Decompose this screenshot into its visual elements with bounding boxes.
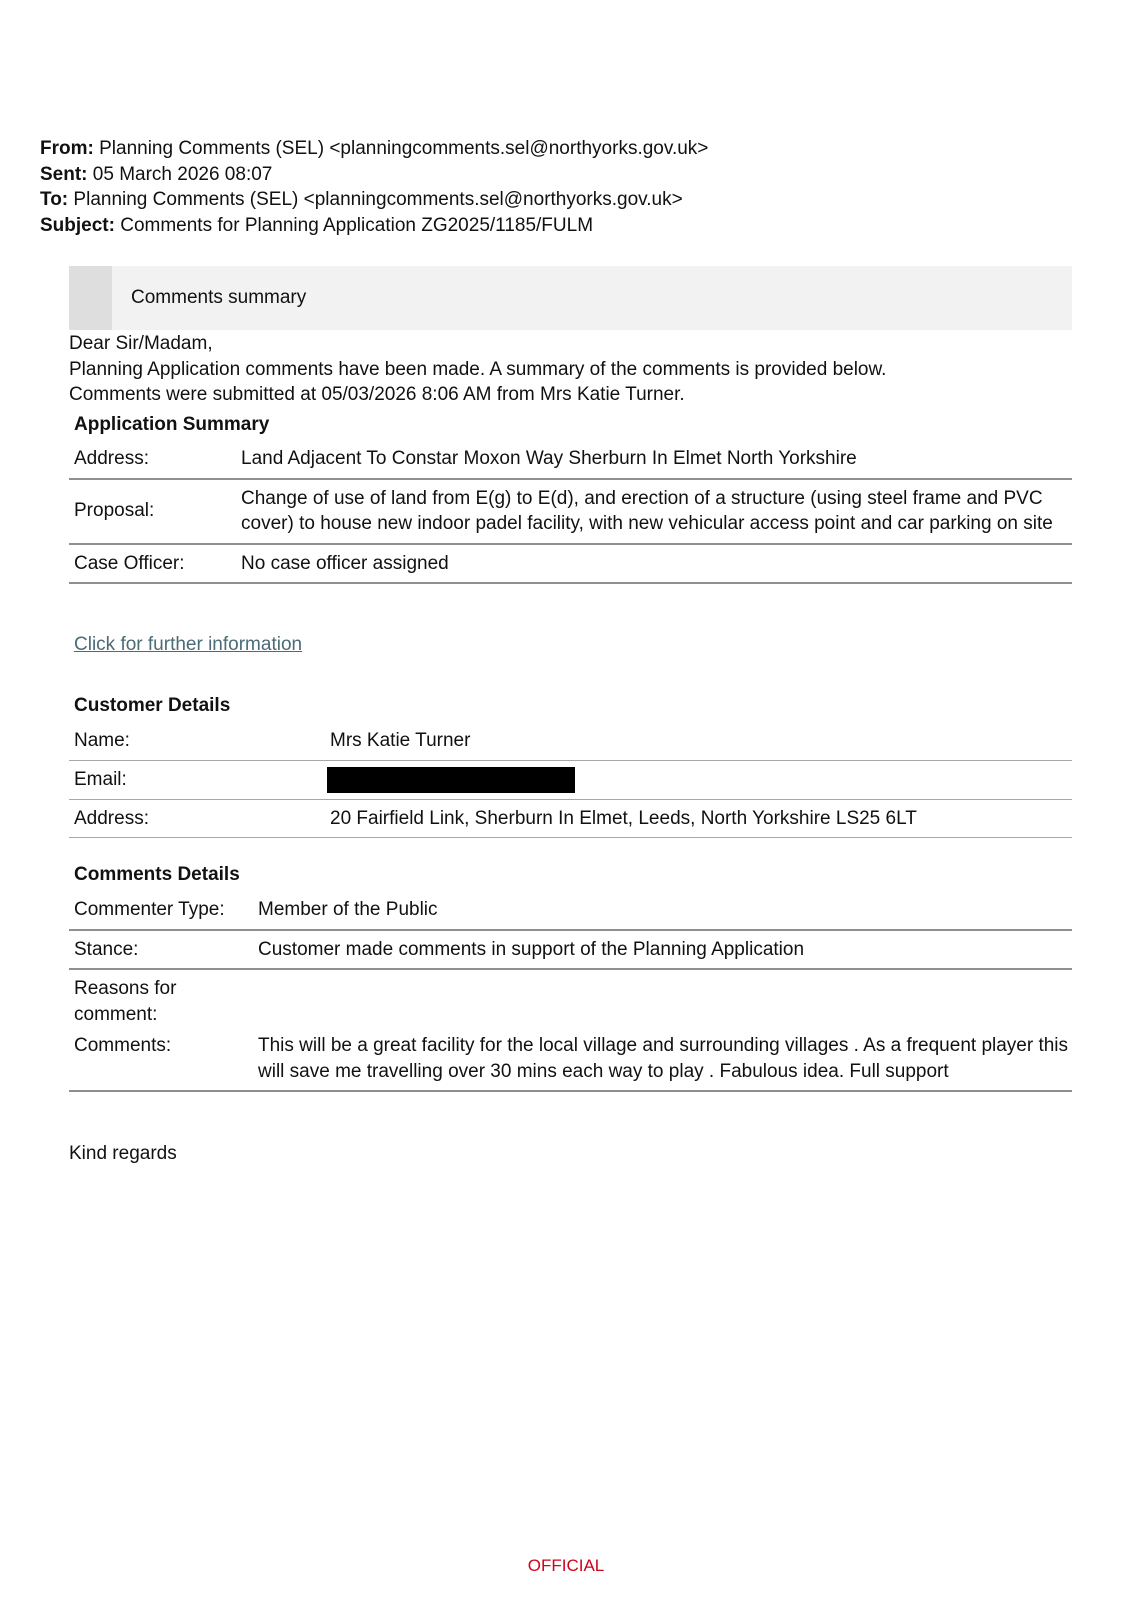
from-label: From: [40,138,94,159]
banner-accent-bar [69,266,112,330]
sent-row [40,162,708,188]
row-value: Customer made comments in support of the Planning Application [258,938,805,960]
customer-details-table [69,722,1072,838]
table-row [69,970,1072,1033]
intro-line-1: Planning Application comments have been made. A summary of the comments is provided below. [69,358,887,380]
comments-summary-banner [69,266,1072,330]
row-label: Case Officer: [74,552,185,574]
table-row [69,891,1072,931]
row-label: Address: [74,807,149,829]
table-row [69,761,1072,800]
row-value: This will be a great facility for the local village and surrounding villages . As a frequent player this will save me travelling over 30 mins each way to play . Fabulous idea. Full support [258,1035,1069,1082]
subject-value: Comments for Planning Application ZG2025/1185/FULM [120,214,594,236]
subject-label: Subject: [40,214,115,236]
row-value [330,761,1072,799]
row-label: Stance: [74,938,139,960]
table-row [69,440,1072,480]
banner-title: Comments summary [131,287,307,308]
row-value [258,970,1072,1033]
row-value: Mrs Katie Turner [330,730,471,751]
intro-line-2: Comments were submitted at 05/03/2026 8:06 AM from Mrs Katie Turner. [69,384,685,405]
from-row [40,136,708,162]
sent-value: 05 March 2026 08:07 [92,163,273,185]
row-label: Address: [74,448,149,469]
application-summary-title: Application Summary [74,414,270,435]
row-value: No case officer assigned [241,552,449,574]
table-row [69,722,1072,761]
sent-label: Sent: [40,163,88,185]
table-row [69,545,1072,585]
row-value: Member of the Public [258,899,438,920]
customer-details-title: Customer Details [74,695,231,716]
table-row [69,480,1072,545]
to-label: To: [40,189,69,210]
closing-text: Kind regards [69,1143,177,1164]
row-label: Comments: [74,1035,172,1056]
classification-footer: OFFICIAL [527,1556,605,1575]
row-label: Reasons for comment: [74,978,177,1025]
application-summary-table [69,440,1072,584]
comments-details-title: Comments Details [74,864,240,885]
row-label: Name: [74,730,130,751]
row-value: Land Adjacent To Constar Moxon Way Sherburn In Elmet North Yorkshire [241,448,857,469]
subject-row [40,213,708,239]
to-value: Planning Comments (SEL) <planningcomments.sel@northyorks.gov.uk> [73,189,683,210]
row-value: Change of use of land from E(g) to E(d), and erection of a structure (using steel frame and PVC cover) to house new indoor padel facility, with new vehicular access point and car parking on site [241,487,1053,534]
table-row [69,1033,1072,1092]
from-value: Planning Comments (SEL) <planningcomments.sel@northyorks.gov.uk> [99,138,709,159]
further-information-link[interactable]: Click for further information [74,634,303,655]
row-label: Commenter Type: [74,899,225,920]
email-header [40,136,708,238]
row-value: 20 Fairfield Link, Sherburn In Elmet, Leeds, North Yorkshire LS25 6LT [330,807,917,829]
redacted-email [327,767,575,793]
table-row [69,931,1072,971]
table-row [69,800,1072,839]
row-label: Proposal: [74,500,155,522]
comments-details-table [69,891,1072,1092]
greeting: Dear Sir/Madam, [69,333,213,354]
to-row [40,187,708,213]
row-label: Email: [74,768,127,790]
intro-text [69,331,886,408]
